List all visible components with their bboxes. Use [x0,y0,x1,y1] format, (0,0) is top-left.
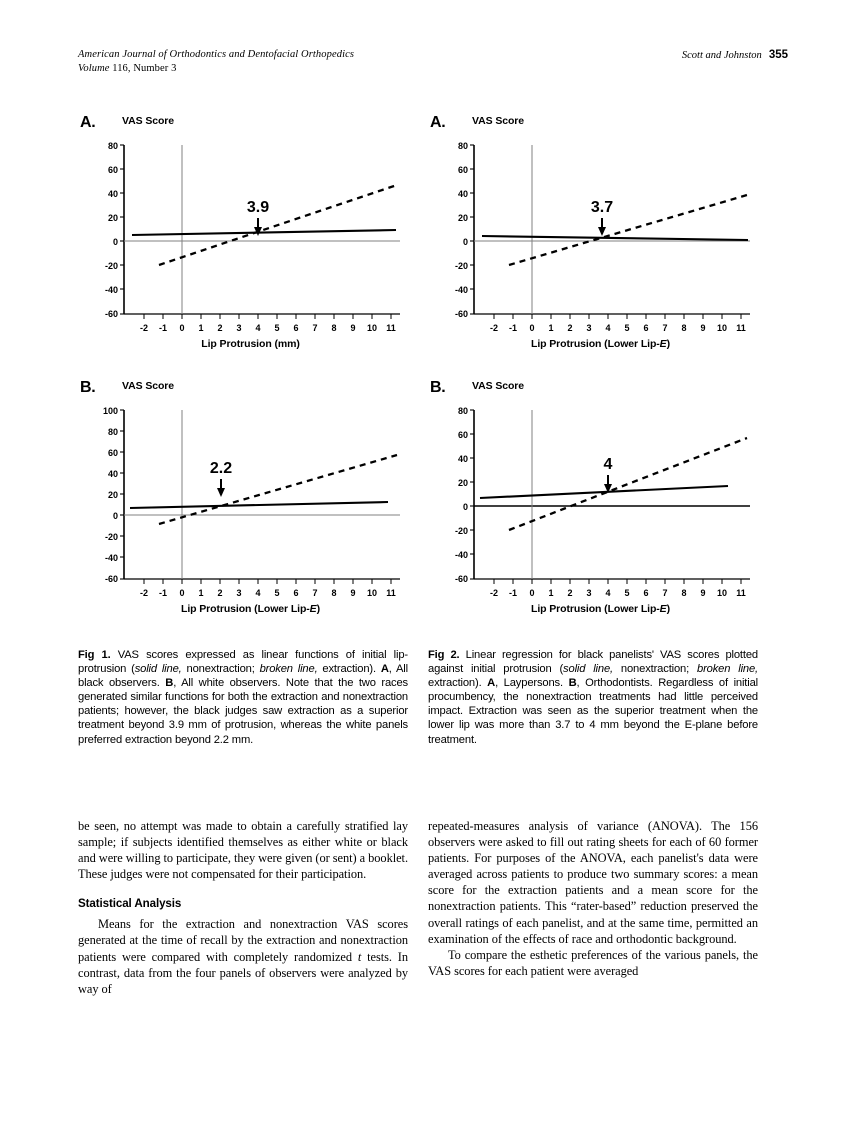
svg-text:20: 20 [457,478,468,488]
svg-text:3: 3 [236,323,242,333]
annotation-arrow-1b [217,479,225,497]
fig1-text-1: VAS scores expressed as linear functions of initial lip-protrusion ( [78,649,408,676]
svg-text:40: 40 [457,454,468,464]
body-column-left [78,818,408,997]
left-p2-italic: t [357,949,362,964]
ytick-1a-7: -60 [104,309,118,319]
series-nonextraction-1b [130,502,388,508]
svg-text:8: 8 [681,588,687,598]
figure-2a-panel [428,110,773,360]
x-axis-title-1b: Lip Protrusion (Lower Lip-E) [181,603,320,615]
svg-text:2: 2 [217,323,223,333]
svg-text:-1: -1 [508,588,518,598]
fig2-italic-2: broken line, [697,663,759,676]
annotation-label-1b: 2.2 [209,460,233,477]
panel-letter-2a: A. [430,114,446,131]
series-extraction-2b [509,438,747,530]
left-p2-part1: Means for the extraction and nonextraction VAS scores generated at the time of recall by the extraction and nonextraction patients were compared with completely randomized [78,917,408,964]
volume-number: 116, Number 3 [112,63,177,74]
svg-text:9: 9 [700,588,706,598]
svg-text:1: 1 [548,323,554,333]
svg-text:3: 3 [586,323,592,333]
chart-1b [78,393,423,603]
svg-text:10: 10 [716,323,728,333]
svg-text:-1: -1 [158,323,168,333]
annotation-label-2a: 3.7 [590,199,614,216]
svg-text:8: 8 [331,588,337,598]
fig1-text-5: , All white observers. Note that the two races generated similar functions for both the extraction and nonextraction patients; however, the black judges saw extraction as a superior treatment beyond 3.9 mm of protrusion, whereas the white panels preferred extraction beyond 2.2 mm. [78,677,408,746]
panel-letter-1b: B. [80,379,96,396]
figure-grid [78,110,788,640]
fig1-italic-1: solid line, [134,663,182,676]
ytick-1a-6: -40 [104,285,118,295]
svg-text:4: 4 [255,323,261,333]
chart-1a [78,128,423,338]
svg-text:8: 8 [331,323,337,333]
svg-text:11: 11 [736,323,746,333]
svg-text:9: 9 [700,323,706,333]
svg-text:6: 6 [293,323,299,333]
ytick-1a-2: 40 [107,189,118,199]
svg-text:5: 5 [274,323,280,333]
svg-text:4: 4 [605,323,611,333]
running-head-journal [78,48,354,76]
svg-text:0: 0 [179,323,185,333]
svg-text:4: 4 [255,588,261,598]
ytick-1a-1: 60 [107,165,118,175]
volume-line [78,62,354,76]
fig1-bold-b: B [165,677,174,690]
ytick-1a-4: 0 [112,237,118,247]
figure-2-caption [428,648,758,747]
series-nonextraction-2b [480,486,728,498]
svg-text:40: 40 [107,469,118,479]
svg-text:-1: -1 [158,588,168,598]
svg-text:60: 60 [107,448,118,458]
svg-text:0: 0 [529,323,535,333]
fig1-text-4: , All black observers. [78,663,408,690]
svg-text:-40: -40 [104,553,118,563]
svg-text:-60: -60 [104,574,118,584]
svg-text:-2: -2 [489,323,499,333]
svg-text:-2: -2 [489,588,499,598]
y-axis-title-2b: VAS Score [472,380,525,392]
svg-text:-20: -20 [454,261,468,271]
svg-text:1: 1 [548,588,554,598]
svg-text:-60: -60 [454,309,468,319]
svg-text:60: 60 [457,165,468,175]
chart-2b [428,393,773,603]
svg-text:2: 2 [567,588,573,598]
svg-text:6: 6 [293,588,299,598]
fig2-text-4: , Laypersons. [495,677,569,690]
svg-text:0: 0 [112,511,118,521]
svg-text:3: 3 [236,588,242,598]
series-extraction-1a [159,185,397,265]
svg-text:20: 20 [107,490,118,500]
svg-text:-60: -60 [454,574,468,584]
chart-2a [428,128,773,338]
svg-text:1: 1 [198,588,204,598]
svg-text:3: 3 [586,588,592,598]
fig1-italic-2: broken line, [259,663,318,676]
svg-text:9: 9 [350,323,356,333]
svg-text:-20: -20 [454,526,468,536]
series-nonextraction-2a [482,236,748,240]
y-axis-title-1b: VAS Score [122,380,175,392]
svg-text:80: 80 [107,427,118,437]
svg-text:0: 0 [179,588,185,598]
svg-text:2: 2 [217,588,223,598]
svg-text:5: 5 [274,588,280,598]
journal-title: American Journal of Orthodontics and Dentofacial Orthopedics [78,49,355,60]
svg-text:9: 9 [350,588,356,598]
fig2-text-5: , Orthodontists. Regardless of initial procumbency, the nonextraction treatments had little perceived impact. Extraction was seen as the superior treatment when the lower lip was more than 3.7 to 4 mm beyond the E-plane before treatment. [428,677,759,746]
fig2-text-2: nonextraction; [613,663,698,676]
y-axis-title-1a: VAS Score [122,115,175,127]
left-paragraph-1: be seen, no attempt was made to obtain a carefully stratified lay sample; if subjects identified themselves as either white or black and were willing to participate, they were given (or sent) a booklet. These judges were not compensated for their participation. [78,819,408,882]
svg-text:-20: -20 [104,532,118,542]
left-p2-part2: tests. In contrast, data from the four panels of observers were analyzed by way of [78,949,408,996]
figure-1-caption [78,648,408,747]
fig2-bold-a: A [487,677,496,690]
svg-text:5: 5 [624,323,630,333]
ytick-1a-3: 20 [107,213,118,223]
svg-text:0: 0 [462,237,468,247]
svg-text:6: 6 [643,588,649,598]
statistical-analysis-heading: Statistical Analysis [78,897,182,911]
annotation-label-2b: 4 [603,456,613,473]
running-head-authors-page [682,48,788,63]
svg-text:40: 40 [457,189,468,199]
svg-text:-2: -2 [139,323,149,333]
svg-text:7: 7 [662,323,668,333]
y-axis-title-2a: VAS Score [472,115,525,127]
fig2-italic-1: solid line, [563,663,613,676]
svg-text:20: 20 [457,213,468,223]
svg-text:11: 11 [386,323,396,333]
svg-text:-2: -2 [139,588,149,598]
svg-text:-40: -40 [454,285,468,295]
svg-text:10: 10 [366,588,378,598]
fig2-bold-b: B [568,677,577,690]
figure-1b-panel [78,375,423,625]
panel-letter-1a: A. [80,114,96,131]
svg-text:10: 10 [366,323,378,333]
svg-text:7: 7 [312,323,318,333]
svg-text:2: 2 [567,323,573,333]
svg-text:5: 5 [624,588,630,598]
svg-text:1: 1 [198,323,204,333]
svg-text:-1: -1 [508,323,518,333]
svg-text:0: 0 [529,588,535,598]
fig1-text-3: extraction). [317,663,381,676]
annotation-arrow-2a [598,218,606,236]
ytick-1a-0: 80 [107,141,118,151]
svg-text:10: 10 [716,588,728,598]
svg-text:4: 4 [605,588,611,598]
svg-text:11: 11 [736,588,746,598]
fig2-text-1: Linear regression for black panelists' VAS scores plotted against initial protrusion ( [428,649,758,676]
svg-text:0: 0 [462,502,468,512]
panel-letter-2b: B. [430,379,446,396]
svg-text:8: 8 [681,323,687,333]
svg-text:6: 6 [643,323,649,333]
fig1-text-2: nonextraction; [181,663,260,676]
annotation-arrow-2b [604,475,612,493]
x-axis-title-1a: Lip Protrusion (mm) [201,338,300,350]
svg-text:60: 60 [457,430,468,440]
author-names: Scott and Johnston [681,50,762,61]
running-head [78,48,788,82]
fig2-label: Fig 2. [428,649,460,661]
ytick-1a-5: -20 [104,261,118,271]
series-extraction-1b [159,455,397,524]
page-number: 355 [768,49,788,61]
body-column-right [428,818,758,979]
fig2-text-3: extraction). [428,677,488,690]
right-paragraph-1: repeated-measures analysis of variance (ANOVA). The 156 observers were asked to fill out rating sheets for each of 60 former patients. For purposes of the ANOVA, each panelist's data were averaged across patients to produce two summary scores: a mean score for the extraction patients and a mean score for the nonextraction patients. This “rater-based” reduction preserved the overall ratings of each panelist, and at the same time, permitted an examination of the effects of race and orthodontic background. [428,819,758,946]
figure-2b-panel [428,375,773,625]
x-axis-title-2b: Lip Protrusion (Lower Lip-E) [531,603,670,615]
svg-text:7: 7 [662,588,668,598]
svg-text:80: 80 [457,141,468,151]
svg-text:-40: -40 [454,550,468,560]
svg-text:7: 7 [312,588,318,598]
annotation-label-1a: 3.9 [246,199,270,216]
right-paragraph-2: To compare the esthetic preferences of the various panels, the VAS scores for each patient were averaged [428,947,758,978]
figure-1a-panel [78,110,423,360]
svg-text:80: 80 [457,406,468,416]
series-extraction-2a [509,195,747,265]
fig1-bold-a: A [380,663,389,676]
fig1-label: Fig 1. [78,649,111,661]
svg-text:100: 100 [102,406,118,416]
volume-word: Volume [78,63,110,74]
svg-text:11: 11 [386,588,396,598]
x-axis-title-2a: Lip Protrusion (Lower Lip-E) [531,338,670,350]
left-paragraph-2 [78,916,408,996]
